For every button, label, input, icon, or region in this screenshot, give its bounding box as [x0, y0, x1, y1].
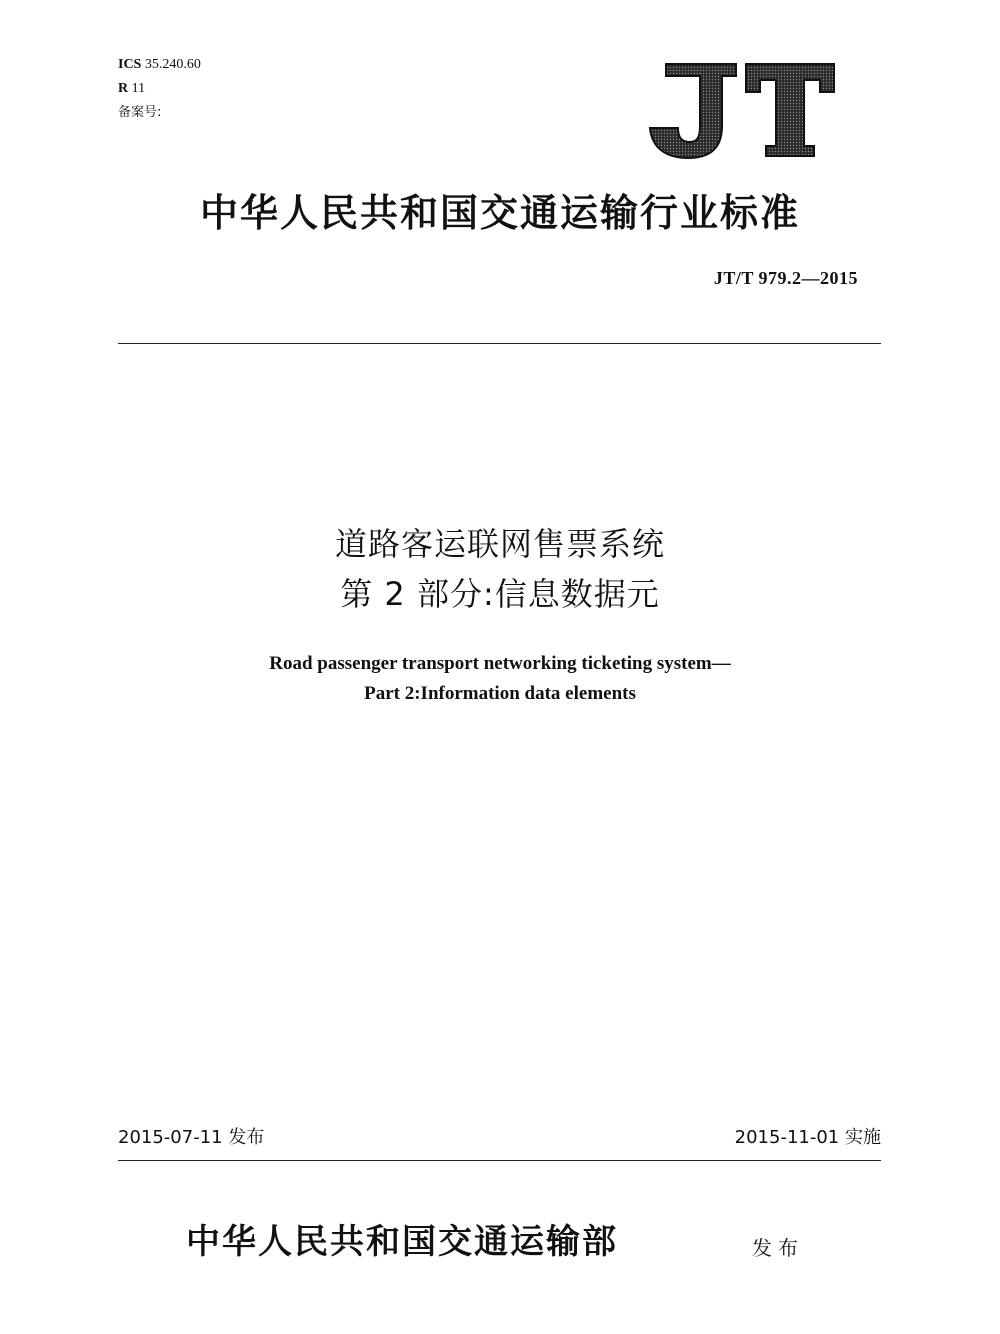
standard-number: JT/T 979.2—2015: [713, 268, 858, 288]
publisher-name: 中华人民共和国交通运输部: [186, 1222, 618, 1262]
issue-date: 2015-07-11 发布: [118, 1127, 265, 1148]
chinese-title-line-2: 第 2 部分:信息数据元: [340, 575, 660, 613]
classification-line: [118, 80, 145, 98]
effective-date: 2015-11-01 实施: [734, 1127, 881, 1148]
bottom-divider: [118, 1160, 881, 1161]
english-title-line-2: Part 2:Information data elements: [364, 683, 636, 704]
chinese-title-line-1: 道路客运联网售票系统: [334, 525, 665, 563]
class-label: R: [118, 81, 129, 96]
top-divider: [118, 343, 881, 344]
class-code: 11: [131, 81, 146, 96]
ics-line: [118, 56, 201, 74]
ics-code: 35.240.60: [144, 57, 201, 72]
standard-category-title: 中华人民共和国交通运输行业标准: [199, 190, 800, 235]
publish-label: 发布: [752, 1236, 804, 1260]
svg-text:JT: JT: [742, 120, 744, 121]
jt-standard-logo: [648, 60, 838, 160]
filing-number-label: 备案号:: [118, 105, 162, 120]
english-title-line-1: Road passenger transport networking ticketing system—: [269, 653, 731, 674]
ics-label: ICS: [118, 57, 142, 72]
